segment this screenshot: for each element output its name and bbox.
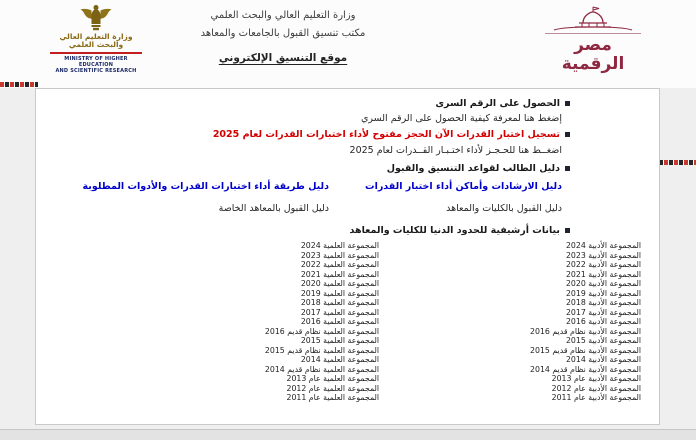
site-title-link[interactable]: موقع التنسيق الإلكتروني [218, 52, 348, 64]
archive-year-link[interactable]: المجموعة العلمية 2015 [300, 336, 379, 345]
digital-egypt-logo [541, 4, 645, 73]
site-titles [198, 10, 368, 65]
archive-year-link[interactable]: المجموعة العلمية عام 2013 [286, 374, 379, 383]
archive-heading-label: بيانات أرشيفية للحدود الدنيا للكليات والمعاهد [349, 225, 560, 236]
ministry-english-line2: AND SCIENTIFIC RESEARCH [55, 68, 137, 75]
archive-col-literary [530, 241, 641, 403]
guide-link-test-method-tools[interactable]: دليل طريقة أداء اختبارات القدرات والأدوات المطلوبة [82, 181, 329, 192]
main-content [35, 88, 660, 425]
bullet-icon [565, 132, 570, 137]
guide-link-colleges-admission[interactable]: دليل القبول بالكليات والمعاهد [446, 203, 562, 214]
archive-year-link[interactable]: المجموعة العلمية 2024 [300, 241, 379, 250]
digital-egypt-divider [545, 33, 641, 34]
archive-year-link[interactable]: المجموعة الأدبية 2015 [565, 336, 641, 345]
archive-year-link[interactable]: المجموعة العلمية 2016 [300, 317, 379, 326]
guide-links-column-right [365, 181, 562, 214]
student-guide-heading-label: دليل الطالب لقواعد التنسيق والقبول [386, 163, 560, 174]
archive-year-link[interactable]: المجموعة العلمية 2023 [300, 250, 379, 260]
ministry-title: وزارة التعليم العالي والبحث العلمي [210, 10, 356, 21]
header [0, 0, 696, 88]
archive-col-scientific [265, 241, 379, 403]
ministry-logo-english [50, 52, 142, 75]
archive-year-link[interactable]: المجموعة الأدبية عام 2013 [551, 374, 641, 383]
digital-egypt-building-icon [547, 4, 639, 32]
archive-year-link[interactable]: المجموعة العلمية نظام قديم 2015 [264, 345, 379, 355]
flag-stripe-right [654, 160, 696, 165]
archive-year-link[interactable]: المجموعة العلمية 2018 [300, 298, 379, 307]
archive-year-link[interactable]: المجموعة العلمية 2019 [300, 288, 379, 298]
archive-year-link[interactable]: المجموعة الأدبية عام 2012 [551, 383, 641, 393]
archive-year-link[interactable]: المجموعة العلمية 2021 [300, 269, 379, 279]
archive-year-link[interactable]: المجموعة الأدبية 2017 [565, 307, 641, 317]
ministry-logo-arabic: وزارة التعليم العالي والبحث العلمي [59, 32, 133, 49]
archive-year-link[interactable]: المجموعة العلمية نظام قديم 2014 [264, 364, 379, 374]
archive-year-link[interactable]: المجموعة الأدبية نظام قديم 2014 [530, 364, 641, 374]
secret-number-link[interactable]: إضغط هنا لمعرفة كيفية الحصول على الرقم السري [361, 113, 562, 124]
coordination-office-title: مكتب تنسيق القبول بالجامعات والمعاهد [200, 28, 366, 39]
eagle-emblem-icon [50, 2, 142, 32]
guide-link-instructions-places[interactable]: دليل الارشادات وأماكن أداء اختبار القدرات [365, 181, 562, 192]
footer-band [0, 429, 696, 440]
digital-egypt-label: مصر الرقمية [561, 35, 625, 74]
ministry-logo [50, 2, 142, 75]
student-guide-heading [387, 163, 570, 174]
guide-link-private-institutes[interactable]: دليل القبول بالمعاهد الخاصة [218, 203, 329, 214]
archive-year-link[interactable]: المجموعة الأدبية 2016 [565, 317, 641, 326]
archive-heading [350, 225, 570, 236]
archive-year-link[interactable]: المجموعة العلمية 2020 [300, 279, 379, 288]
archive-year-link[interactable]: المجموعة الأدبية نظام قديم 2016 [530, 326, 641, 336]
archive-year-link[interactable]: المجموعة العلمية عام 2012 [286, 383, 379, 393]
secret-number-heading-label: الحصول على الرقم السرى [435, 98, 560, 109]
ability-test-heading-label: تسجيل اختبار القدرات الآن الحجز مفتوح لأداء اختبارات القدرات لعام 2025 [212, 129, 560, 140]
archive-year-link[interactable]: المجموعة الأدبية 2018 [565, 298, 641, 307]
ability-test-heading [213, 129, 570, 140]
guide-links-column-left [83, 181, 329, 214]
archive-year-link[interactable]: المجموعة الأدبية 2024 [565, 241, 641, 250]
bullet-icon [565, 101, 570, 106]
archive-year-link[interactable]: المجموعة الأدبية 2020 [565, 279, 641, 288]
archive-year-link[interactable]: المجموعة الأدبية عام 2011 [551, 393, 641, 402]
archive-year-link[interactable]: المجموعة الأدبية 2021 [565, 269, 641, 279]
archive-year-link[interactable]: المجموعة الأدبية نظام قديم 2015 [530, 345, 641, 355]
archive-year-link[interactable]: المجموعة العلمية 2017 [300, 307, 379, 317]
flag-stripe-left [0, 82, 38, 87]
archive-year-link[interactable]: المجموعة الأدبية 2019 [565, 288, 641, 298]
secret-number-heading [435, 98, 570, 109]
ministry-english-line1: MINISTRY OF HIGHER EDUCATION [64, 55, 128, 68]
archive-year-link[interactable]: المجموعة العلمية 2014 [300, 355, 379, 364]
bullet-icon [565, 228, 570, 233]
archive-year-link[interactable]: المجموعة الأدبية 2023 [565, 250, 641, 260]
archive-year-link[interactable]: المجموعة الأدبية 2014 [565, 355, 641, 364]
ability-test-booking-link[interactable]: اضغــط هنا للحـجـز لأداء اختـبـار القــدرات لعام 2025 [349, 145, 562, 156]
bullet-icon [565, 166, 570, 171]
archive-year-link[interactable]: المجموعة الأدبية 2022 [565, 260, 641, 269]
archive-year-link[interactable]: المجموعة العلمية نظام قديم 2016 [264, 326, 379, 336]
archive-year-link[interactable]: المجموعة العلمية عام 2011 [286, 393, 379, 402]
archive-year-link[interactable]: المجموعة العلمية 2022 [300, 260, 379, 269]
